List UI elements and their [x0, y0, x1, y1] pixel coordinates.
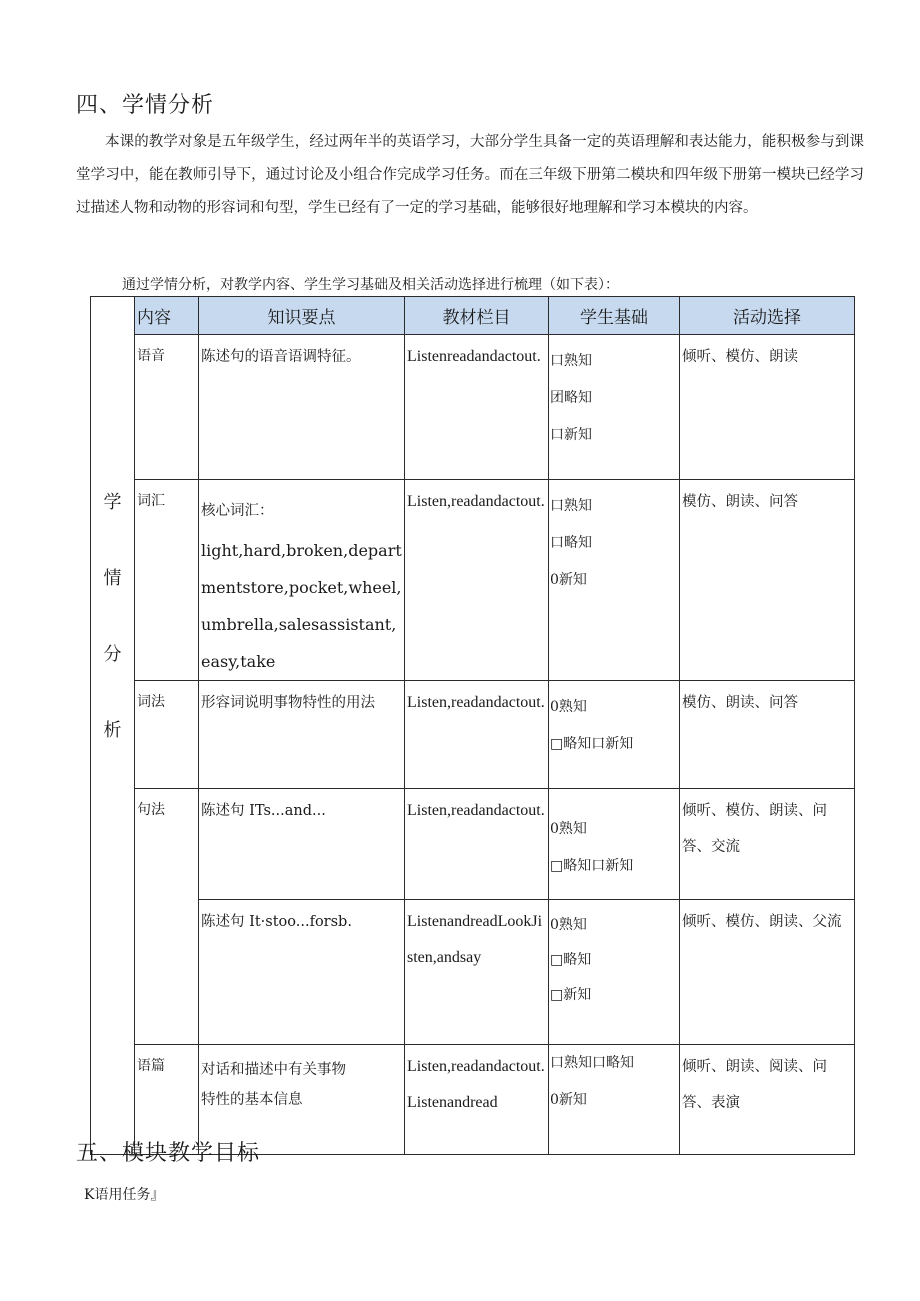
point-cell: 对话和描述中有关事物 特性的基本信息	[199, 1045, 405, 1155]
point-cell: 陈述句 ITs...and...	[199, 789, 405, 900]
category-cell: 语音	[135, 335, 199, 480]
basis-cell: 0熟知 □略知口新知	[549, 789, 680, 900]
table-header-row	[91, 297, 855, 335]
textbook-cell: Listen,readandactout.	[405, 789, 549, 900]
table-row	[91, 789, 855, 900]
basis-cell: 口熟知口略知 0新知	[549, 1045, 680, 1155]
point-cell: 核心词汇： light,hard,broken,departmentstore,pocket,wheel,umbrella,salesassistant,easy,take	[199, 480, 405, 681]
side-label: 学 情 分 析	[91, 297, 135, 1155]
basis-cell: 口熟知 口略知 0新知	[549, 480, 680, 681]
header-textbook: 教材栏目	[405, 297, 549, 335]
header-content: 内容	[135, 297, 199, 335]
category-cell: 词汇	[135, 480, 199, 681]
point-cell: 形容词说明事物特性的用法	[199, 681, 405, 789]
basis-cell: 0熟知 □略知 □新知	[549, 900, 680, 1045]
textbook-cell: Listen,readandactout.Listenandread	[405, 1045, 549, 1155]
activity-cell: 倾听、朗读、阅读、问答、表演	[680, 1045, 855, 1155]
analysis-table	[90, 296, 855, 1155]
header-basis: 学生基础	[549, 297, 680, 335]
table-row	[91, 480, 855, 681]
category-cell: 词法	[135, 681, 199, 789]
point-cell: 陈述句的语音语调特征。	[199, 335, 405, 480]
activity-cell: 倾听、模仿、朗读	[680, 335, 855, 480]
section-heading-5: 五、模块教学目标	[76, 1141, 261, 1166]
activity-cell: 倾听、模仿、朗读、父流	[680, 900, 855, 1045]
analysis-paragraph: 本课的教学对象是五年级学生，经过两年半的英语学习，大部分学生具备一定的英语理解和表达能力，能积极参与到课堂学习中，能在教师引导下，通过讨论及小组合作完成学习任务。而在三年级下册第二模块和四年级下册第一模块已经学习过描述人物和动物的形容词和句型，学生已经有了一定的学习基础，能够很好地理解和学习本模块的内容。	[76, 134, 864, 216]
table-row	[91, 681, 855, 789]
category-cell: 语篇	[135, 1045, 199, 1155]
header-knowledge: 知识要点	[199, 297, 405, 335]
table-intro: 通过学情分析，对教学内容、学生学习基础及相关活动选择进行梳理（如下表）：	[122, 277, 619, 293]
table-row	[91, 900, 855, 1045]
textbook-cell: Listen,readandactout.	[405, 681, 549, 789]
basis-cell: 0熟知 □略知口新知	[549, 681, 680, 789]
textbook-cell: Listenreadandactout.	[405, 335, 549, 480]
textbook-cell: ListenandreadLookJisten,andsay	[405, 900, 549, 1045]
header-activity: 活动选择	[680, 297, 855, 335]
textbook-cell: Listen,readandactout.	[405, 480, 549, 681]
activity-cell: 模仿、朗读、问答	[680, 480, 855, 681]
point-cell: 陈述句 It·stoo...forsb.	[199, 900, 405, 1045]
section-heading-4: 四、学情分析	[76, 93, 215, 118]
activity-cell: 模仿、朗读、问答	[680, 681, 855, 789]
table-row	[91, 335, 855, 480]
category-cell: 句法	[135, 789, 199, 1045]
activity-cell: 倾听、模仿、朗读、问答、交流	[680, 789, 855, 900]
basis-cell: 口熟知 团略知 口新知	[549, 335, 680, 480]
subheading: K语用任务』	[84, 1187, 165, 1203]
